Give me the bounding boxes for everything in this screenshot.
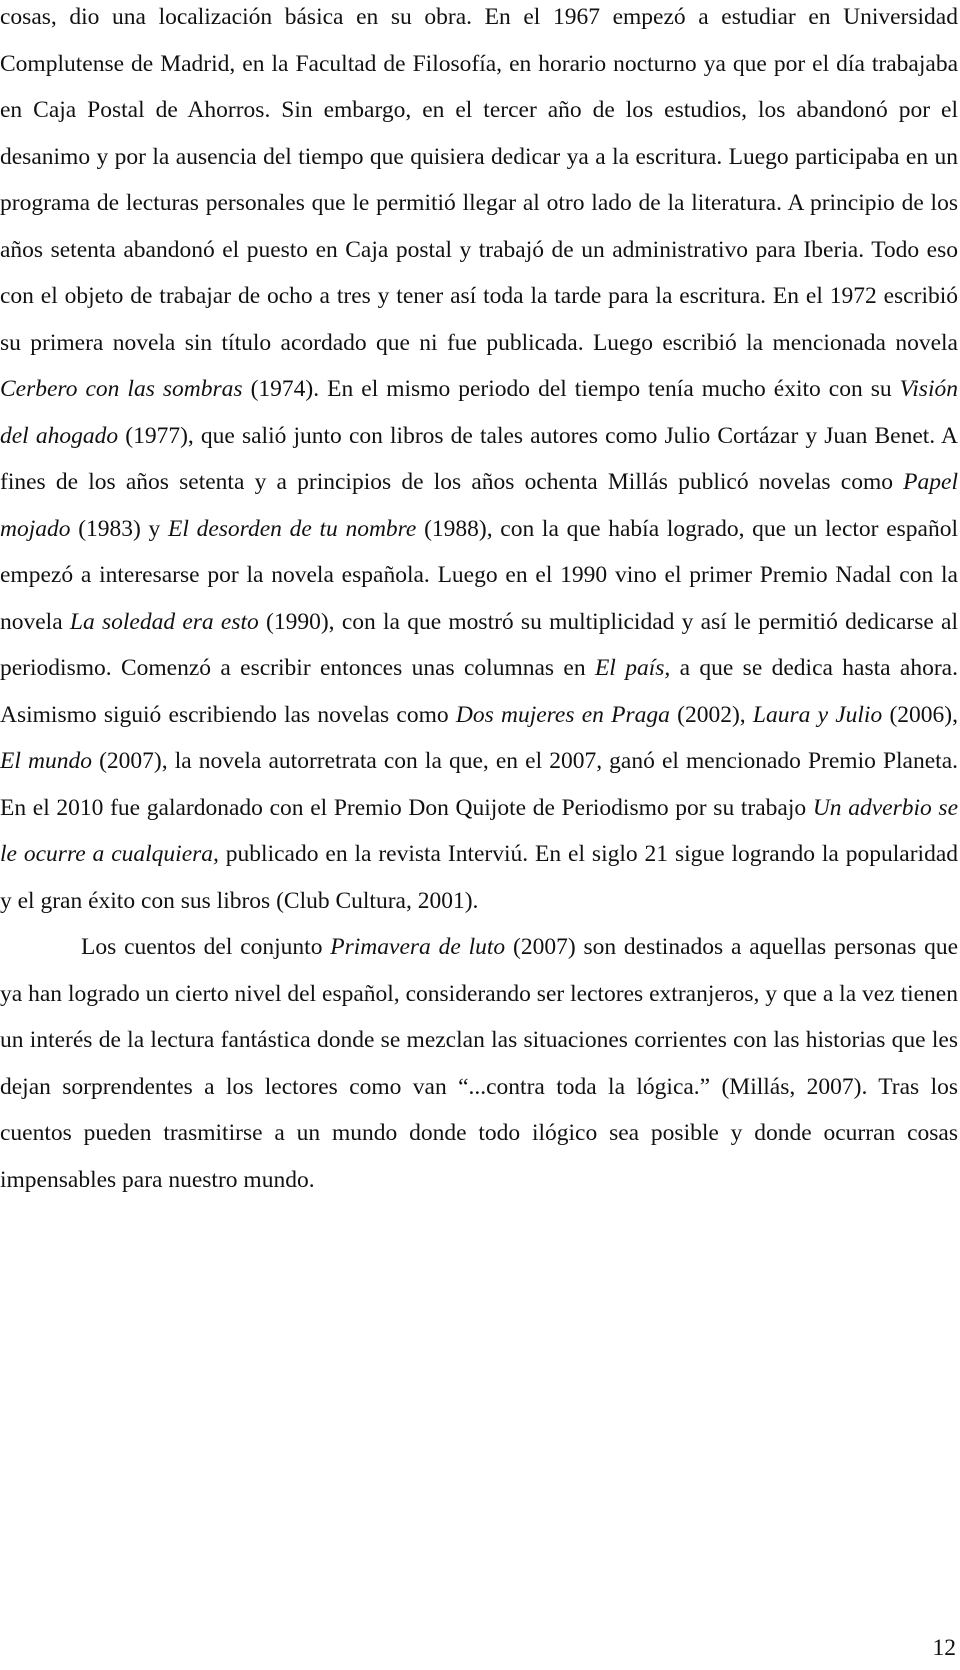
body-text: (1990), con la que mostró su multiplicidad y así le permitió dedicarse al periodismo. Comenzó a escribir entonces unas columnas en [0,608,959,681]
italic-title-text: Dos mujeres en Praga [455,701,670,728]
body-text: (2007), la novela autorretrata con la que, en el 2007, ganó el mencionado Premio Planeta. En el 2010 fue galardonado con el Premio Don Quijote de Periodismo por su trabajo [0,748,959,821]
body-text: cosas, dio una localización básica en su obra. En el 1967 empezó a estudiar en Universidad Complutense de Madrid, en la Facultad de Filosofía, en horario nocturno ya que por el día trabajaba en Caja Postal de Ahorros. Sin embargo, en el tercer año de los estudios, los abandonó por el desanimo y por la ausencia del tiempo que quisiera dedicar ya a la escritura. Luego participaba en un programa de lecturas personales que le permitió llegar al otro lado de la literatura. A principio de los años setenta abandonó el puesto en Caja postal y trabajó de un administrativo para Iberia. Todo eso con el objeto de trabajar de ocho a tres y tener así toda la tarde para la escritura. En el 1972 escribió su primera novela sin título acordado que ni fue publicada. Luego escribió la mencionada novela [0,4,958,356]
italic-title-text: Papel mojado [0,469,958,542]
body-text: (2007) son destinados a aquellas personas que ya han logrado un cierto nivel del español, considerando ser lectores extranjeros, y que a la vez tienen un interés de la lectura fantástica donde se mezclan las situaciones corrientes con las historias que les dejan sorprendentes a los lectores como van “...contra toda la lógica.” (Millás, 2007). Tras los cuentos pueden trasmitirse a un mundo donde todo ilógico sea posible y donde ocurran cosas impensables para nuestro mundo. [0,934,959,1193]
body-text: (2002), [669,701,753,728]
italic-title-text: El desorden de tu nombre [168,515,417,542]
body-text: (1974). En el mismo periodo del tiempo tenía mucho éxito con su [242,376,900,402]
body-text: Los cuentos del conjunto [81,934,331,960]
body-text: (2006), [882,701,958,728]
body-text: (1983) y [70,515,169,542]
body-text: (1988), con la que había logrado, que un lector español empezó a interesarse por la novela española. Luego en el 1990 vino el primer Premio Nadal con la novela [0,515,958,635]
italic-title-text: Cerbero con las sombras [0,376,243,402]
italic-title-text: Un adverbio se le ocurre a cualquiera, [0,794,958,867]
body-text: (1977), que salió junto con libros de tales autores como Julio Cortázar y Juan Benet. A fines de los años setenta y a principios de los años ochenta Millás publicó novelas como [0,422,958,495]
italic-title-text: El país, [594,655,671,681]
italic-title-text: Laura y Julio [752,701,883,728]
italic-title-text: Visión del ahogado [0,376,958,449]
italic-title-text: Primavera de luto [330,934,506,960]
italic-title-text: El mundo [0,748,92,774]
body-text: a que se dedica hasta ahora. Asimismo siguió escribiendo las novelas como [0,655,958,728]
page-number: 12 [932,1635,956,1661]
paragraph-2 [0,924,958,1203]
body-text: publicado en la revista Interviú. En el siglo 21 sigue logrando la popularidad y el gran éxito con sus libros (Club Cultura, 2001). [0,841,958,914]
italic-title-text: La soledad era esto [69,608,259,635]
